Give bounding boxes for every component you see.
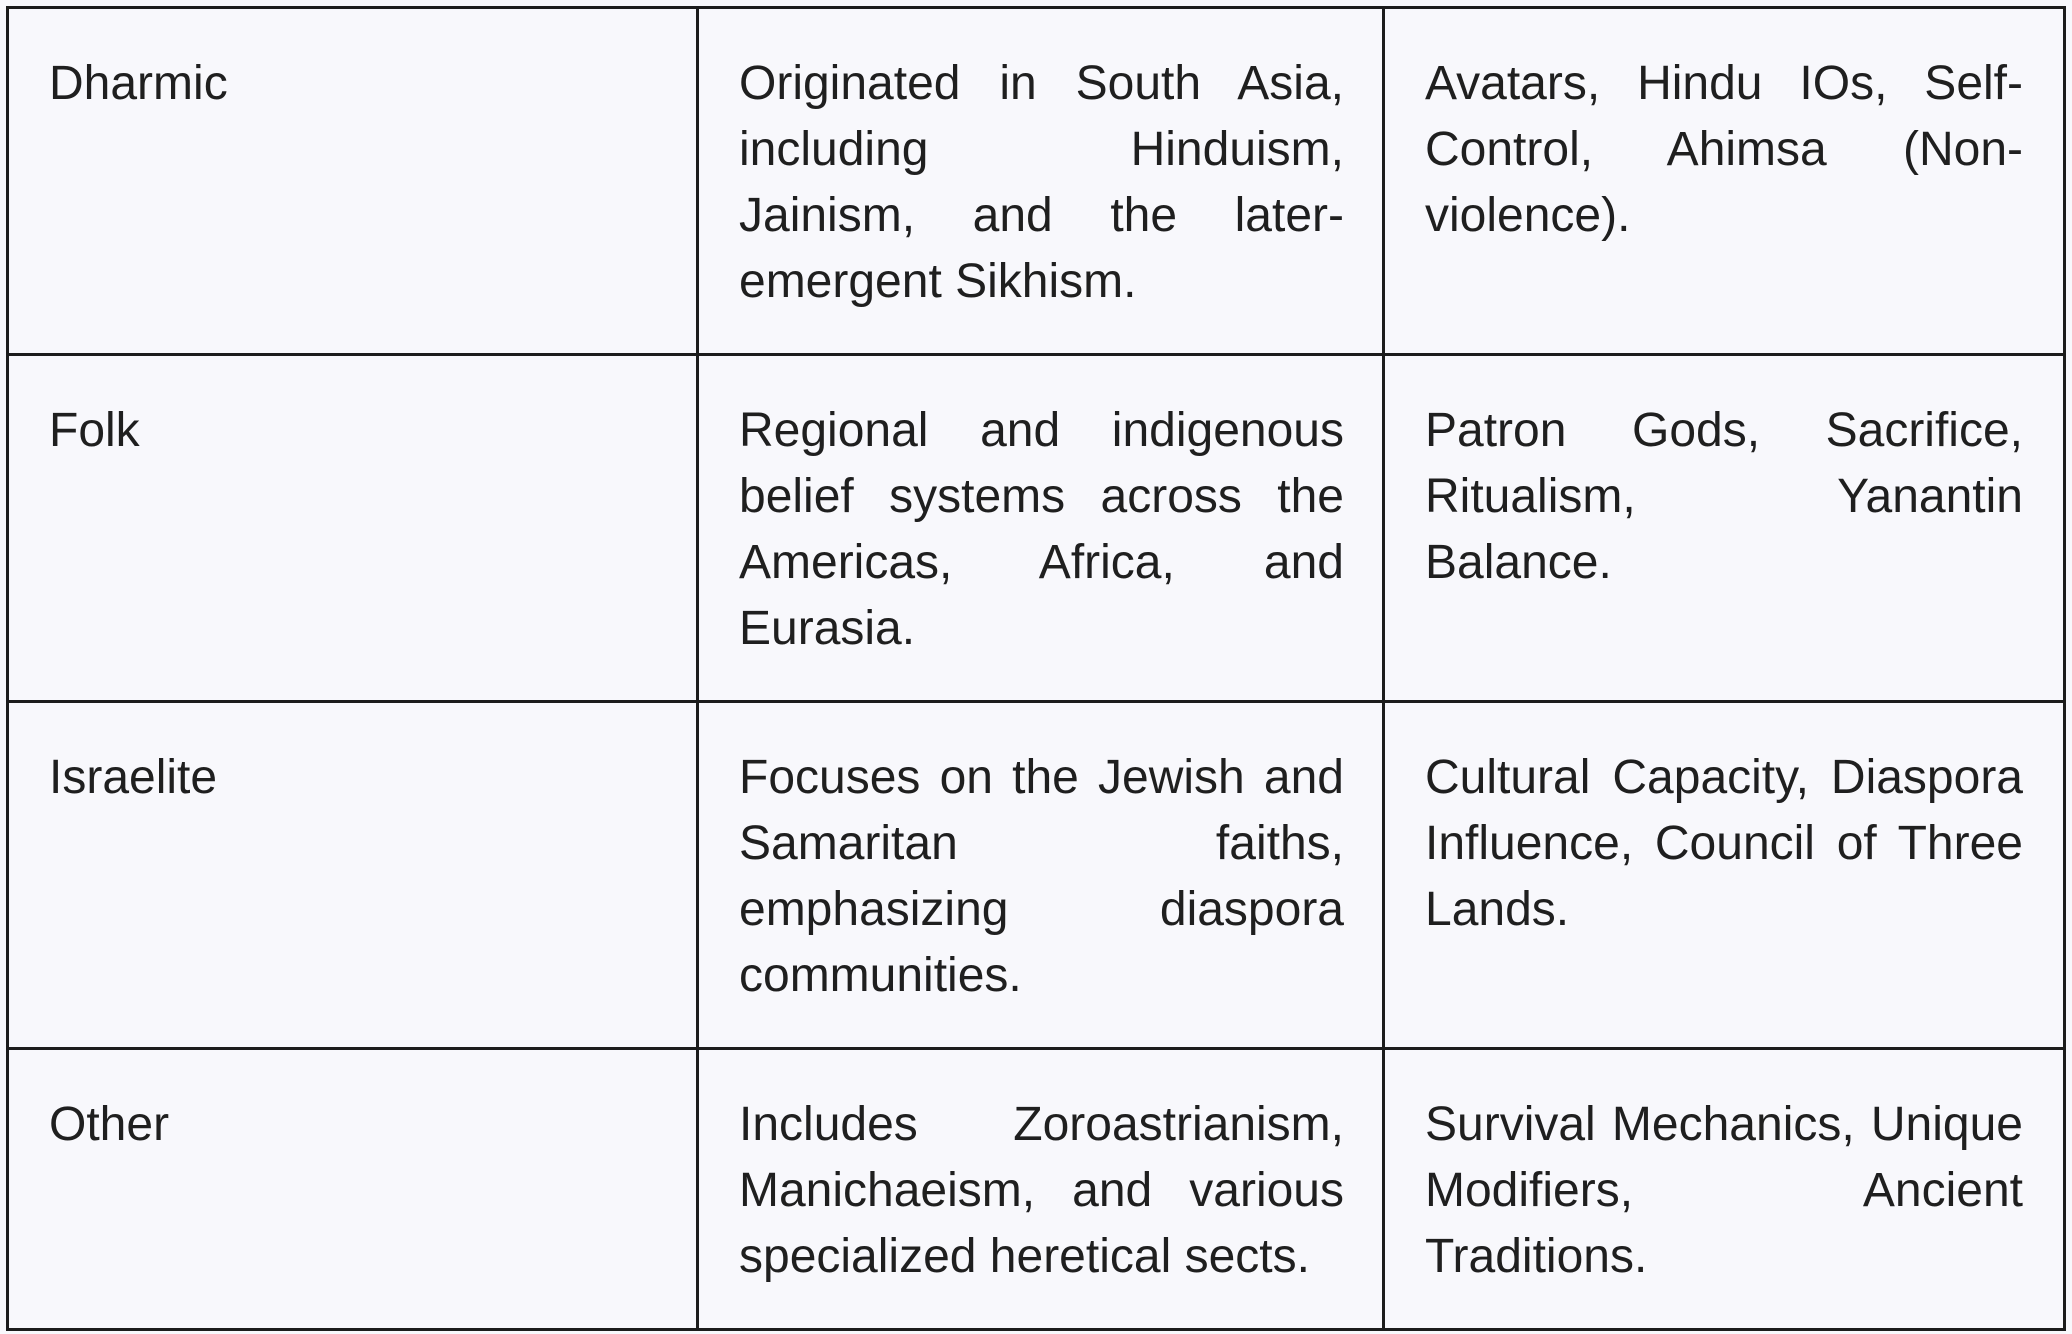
religion-group-description: Regional and indigenous belief systems across the Americas, Africa, and Eurasia. (698, 355, 1384, 702)
religion-group-name: Dharmic (8, 8, 698, 355)
religion-groups-table (6, 6, 2066, 1331)
table-row (8, 8, 2065, 355)
religion-group-description: Originated in South Asia, including Hinduism, Jainism, and the later-emergent Sikhism. (698, 8, 1384, 355)
religion-group-features: Patron Gods, Sacrifice, Ritualism, Yanantin Balance. (1384, 355, 2065, 702)
religion-group-features: Cultural Capacity, Diaspora Influence, Council of Three Lands. (1384, 702, 2065, 1049)
religion-group-features: Avatars, Hindu IOs, Self-Control, Ahimsa (Non-violence). (1384, 8, 2065, 355)
religion-group-name: Folk (8, 355, 698, 702)
religion-group-name: Other (8, 1049, 698, 1330)
religion-group-description: Includes Zoroastrianism, Manichaeism, and various specialized heretical sects. (698, 1049, 1384, 1330)
table-row (8, 702, 2065, 1049)
religion-group-name: Israelite (8, 702, 698, 1049)
table-row (8, 1049, 2065, 1330)
religion-group-features: Survival Mechanics, Unique Modifiers, Ancient Traditions. (1384, 1049, 2065, 1330)
table-row (8, 355, 2065, 702)
religion-group-description: Focuses on the Jewish and Samaritan faiths, emphasizing diaspora communities. (698, 702, 1384, 1049)
